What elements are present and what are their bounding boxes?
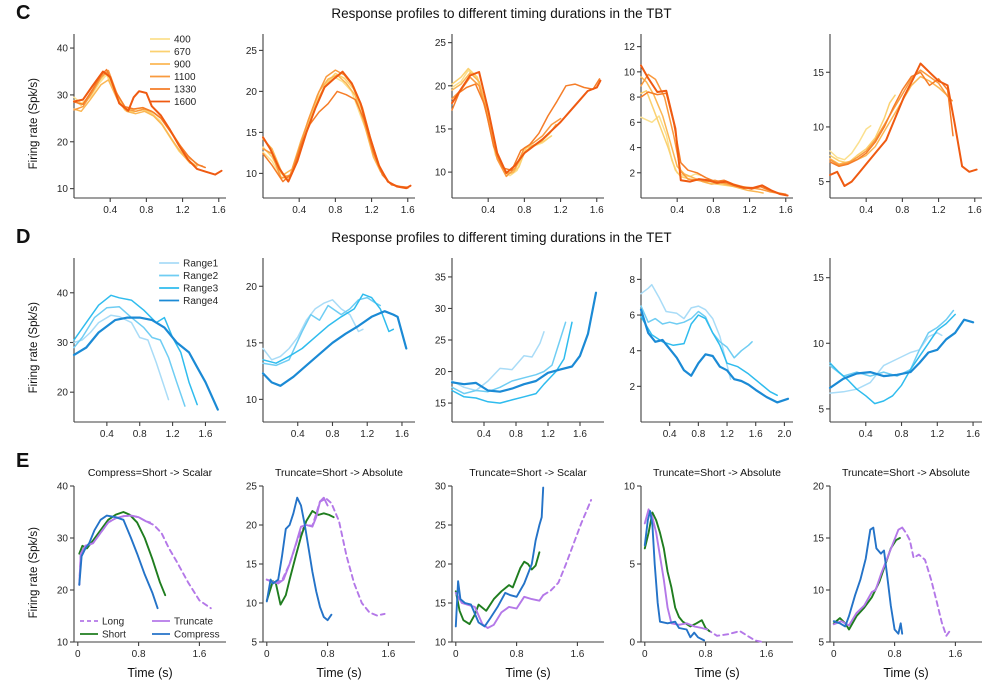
svg-text:400: 400 xyxy=(174,34,191,46)
chart-d2 xyxy=(233,248,422,448)
svg-text:Compress: Compress xyxy=(174,629,220,641)
svg-text:1.6: 1.6 xyxy=(192,649,207,660)
chart-e2 xyxy=(233,464,422,681)
svg-text:0.8: 0.8 xyxy=(706,205,721,216)
svg-text:Truncate: Truncate xyxy=(174,616,214,628)
svg-text:5: 5 xyxy=(251,637,257,649)
svg-text:10: 10 xyxy=(245,168,257,180)
panel-d-title: Response profiles to different timing durations in the TET xyxy=(331,230,672,245)
svg-text:1.2: 1.2 xyxy=(930,429,945,440)
chart-cell xyxy=(611,24,800,224)
svg-text:Range4: Range4 xyxy=(183,296,219,307)
chart-cell xyxy=(422,464,611,681)
svg-text:5: 5 xyxy=(818,177,824,189)
svg-text:1.2: 1.2 xyxy=(742,205,757,216)
svg-text:1.6: 1.6 xyxy=(748,429,763,440)
panel-d-ylabel-wrap xyxy=(24,248,44,448)
svg-text:15: 15 xyxy=(245,559,257,571)
chart-cell xyxy=(422,24,611,224)
svg-text:0: 0 xyxy=(264,649,270,660)
svg-text:1100: 1100 xyxy=(174,72,196,83)
panel-c-ylabel-wrap xyxy=(24,24,44,224)
svg-text:1.6: 1.6 xyxy=(211,205,226,216)
svg-text:1.6: 1.6 xyxy=(381,649,396,660)
svg-text:Truncate=Short -> Absolute: Truncate=Short -> Absolute xyxy=(274,467,404,479)
svg-text:0: 0 xyxy=(831,649,837,660)
svg-text:1.6: 1.6 xyxy=(778,205,793,216)
svg-text:40: 40 xyxy=(56,288,68,300)
svg-text:1.6: 1.6 xyxy=(573,429,587,440)
panel-e xyxy=(0,448,1003,681)
svg-text:Compress=Short -> Scalar: Compress=Short -> Scalar xyxy=(87,467,213,479)
svg-text:25: 25 xyxy=(245,45,257,57)
svg-text:1.2: 1.2 xyxy=(720,429,734,440)
panel-c xyxy=(0,0,1003,224)
svg-text:1.2: 1.2 xyxy=(553,205,568,216)
svg-text:1.6: 1.6 xyxy=(400,205,415,216)
svg-text:1.2: 1.2 xyxy=(175,205,190,216)
svg-text:0.8: 0.8 xyxy=(325,429,340,440)
panel-c-charts xyxy=(0,0,1003,224)
chart-c5 xyxy=(800,24,989,224)
svg-text:2.0: 2.0 xyxy=(777,429,792,440)
svg-text:0.8: 0.8 xyxy=(509,429,523,440)
svg-text:0.4: 0.4 xyxy=(481,205,496,216)
svg-text:0.8: 0.8 xyxy=(894,429,909,440)
svg-text:10: 10 xyxy=(434,637,446,649)
svg-text:0.8: 0.8 xyxy=(131,649,146,660)
svg-text:20: 20 xyxy=(245,281,257,293)
chart-cell xyxy=(800,24,989,224)
svg-text:20: 20 xyxy=(56,387,68,399)
svg-text:900: 900 xyxy=(174,59,191,71)
svg-text:40: 40 xyxy=(56,43,68,55)
chart-d3 xyxy=(422,248,611,448)
chart-d5 xyxy=(800,248,989,448)
svg-text:Long: Long xyxy=(102,616,125,628)
svg-text:10: 10 xyxy=(434,167,446,179)
svg-text:4: 4 xyxy=(629,346,635,358)
svg-text:4: 4 xyxy=(629,143,635,155)
chart-e3 xyxy=(422,464,611,681)
svg-text:25: 25 xyxy=(434,38,446,50)
svg-text:0.4: 0.4 xyxy=(670,205,685,216)
svg-text:0.4: 0.4 xyxy=(858,429,873,440)
svg-text:15: 15 xyxy=(812,67,824,79)
svg-text:25: 25 xyxy=(434,520,446,532)
svg-text:0.8: 0.8 xyxy=(517,205,532,216)
svg-text:0.4: 0.4 xyxy=(292,205,307,216)
chart-cell xyxy=(800,464,989,681)
svg-text:15: 15 xyxy=(434,124,446,136)
svg-text:25: 25 xyxy=(434,335,446,347)
svg-text:6: 6 xyxy=(629,117,635,129)
svg-text:Range2: Range2 xyxy=(183,271,219,282)
svg-text:1.6: 1.6 xyxy=(966,429,981,440)
svg-text:0.4: 0.4 xyxy=(103,205,118,216)
svg-text:10: 10 xyxy=(812,338,824,350)
svg-text:20: 20 xyxy=(812,481,824,493)
svg-text:10: 10 xyxy=(812,585,824,597)
chart-d4 xyxy=(611,248,800,448)
panel-e-ylabel-wrap xyxy=(24,464,44,681)
panel-e-charts xyxy=(0,458,1003,681)
chart-cell xyxy=(44,464,233,681)
svg-text:20: 20 xyxy=(434,367,446,379)
svg-text:30: 30 xyxy=(56,337,68,349)
chart-cell xyxy=(422,248,611,448)
svg-text:Range1: Range1 xyxy=(183,258,219,270)
svg-text:1.2: 1.2 xyxy=(165,429,180,440)
svg-text:0.8: 0.8 xyxy=(698,649,713,660)
chart-c2 xyxy=(233,24,422,224)
svg-text:8: 8 xyxy=(629,92,635,104)
svg-text:15: 15 xyxy=(245,127,257,139)
svg-text:15: 15 xyxy=(812,533,824,545)
chart-cell xyxy=(44,248,233,448)
svg-text:15: 15 xyxy=(245,338,257,350)
svg-text:10: 10 xyxy=(56,184,68,196)
svg-text:Range3: Range3 xyxy=(183,283,219,295)
svg-text:15: 15 xyxy=(812,273,824,285)
svg-text:0.4: 0.4 xyxy=(477,429,491,440)
svg-text:30: 30 xyxy=(56,533,68,545)
svg-text:0.8: 0.8 xyxy=(320,649,335,660)
svg-text:Time (s): Time (s) xyxy=(694,666,740,680)
svg-text:Short: Short xyxy=(102,629,126,641)
panel-d xyxy=(0,224,1003,448)
svg-text:0.8: 0.8 xyxy=(895,205,910,216)
svg-text:8: 8 xyxy=(629,274,635,286)
svg-text:0: 0 xyxy=(642,649,648,660)
svg-text:1.6: 1.6 xyxy=(759,649,774,660)
svg-text:Truncate=Short -> Scalar: Truncate=Short -> Scalar xyxy=(469,467,587,479)
chart-cell xyxy=(800,248,989,448)
chart-e5 xyxy=(800,464,989,681)
chart-cell xyxy=(44,24,233,224)
svg-text:Time (s): Time (s) xyxy=(883,666,929,680)
svg-text:1600: 1600 xyxy=(174,97,197,108)
svg-text:0.8: 0.8 xyxy=(509,649,524,660)
svg-text:1.6: 1.6 xyxy=(570,649,585,660)
svg-text:5: 5 xyxy=(818,637,824,649)
panel-e-ylabel: Firing rate (Spk/s) xyxy=(28,527,40,619)
panel-d-ylabel: Firing rate (Spk/s) xyxy=(28,302,40,394)
svg-text:5: 5 xyxy=(629,559,635,571)
svg-text:15: 15 xyxy=(434,398,446,410)
svg-text:10: 10 xyxy=(245,598,257,610)
svg-text:1.6: 1.6 xyxy=(395,429,409,440)
svg-text:Truncate=Short -> Absolute: Truncate=Short -> Absolute xyxy=(652,467,782,479)
svg-text:20: 20 xyxy=(434,559,446,571)
svg-text:20: 20 xyxy=(434,81,446,93)
svg-text:1.6: 1.6 xyxy=(198,429,213,440)
svg-text:670: 670 xyxy=(174,47,191,58)
svg-text:1.2: 1.2 xyxy=(364,205,379,216)
svg-text:10: 10 xyxy=(245,394,257,406)
chart-c3 xyxy=(422,24,611,224)
svg-text:Truncate=Short -> Absolute: Truncate=Short -> Absolute xyxy=(841,467,971,479)
chart-cell xyxy=(233,248,422,448)
svg-text:1.2: 1.2 xyxy=(931,205,946,216)
panel-c-ylabel: Firing rate (Spk/s) xyxy=(28,78,40,170)
svg-text:0.4: 0.4 xyxy=(662,429,677,440)
chart-cell xyxy=(233,24,422,224)
svg-text:1.2: 1.2 xyxy=(360,429,375,440)
svg-text:20: 20 xyxy=(245,86,257,98)
svg-text:1.6: 1.6 xyxy=(948,649,963,660)
svg-text:Time (s): Time (s) xyxy=(316,666,362,680)
svg-text:35: 35 xyxy=(434,272,446,284)
svg-text:40: 40 xyxy=(56,481,68,493)
svg-text:6: 6 xyxy=(629,310,635,322)
svg-text:30: 30 xyxy=(434,481,446,493)
svg-text:20: 20 xyxy=(56,137,68,149)
svg-text:20: 20 xyxy=(56,585,68,597)
panel-d-charts xyxy=(0,224,1003,448)
svg-text:15: 15 xyxy=(434,598,446,610)
chart-cell xyxy=(611,464,800,681)
svg-text:1330: 1330 xyxy=(174,84,197,96)
panel-e-label: E xyxy=(16,450,30,472)
svg-text:25: 25 xyxy=(245,481,257,493)
svg-text:0.4: 0.4 xyxy=(99,429,114,440)
chart-cell xyxy=(233,464,422,681)
svg-text:0.8: 0.8 xyxy=(328,205,343,216)
svg-text:2: 2 xyxy=(629,381,635,393)
panel-c-label: C xyxy=(16,2,31,24)
svg-text:Time (s): Time (s) xyxy=(505,666,551,680)
svg-text:30: 30 xyxy=(56,90,68,102)
svg-text:20: 20 xyxy=(245,520,257,532)
svg-text:10: 10 xyxy=(623,481,635,493)
svg-text:0.8: 0.8 xyxy=(691,429,706,440)
svg-text:0.8: 0.8 xyxy=(139,205,154,216)
svg-text:10: 10 xyxy=(812,122,824,134)
svg-text:1.6: 1.6 xyxy=(589,205,604,216)
svg-text:10: 10 xyxy=(623,67,635,79)
svg-text:0.8: 0.8 xyxy=(132,429,147,440)
svg-text:0.4: 0.4 xyxy=(290,429,305,440)
svg-text:0.8: 0.8 xyxy=(887,649,902,660)
panel-c-title: Response profiles to different timing durations in the TBT xyxy=(331,6,672,21)
chart-c4 xyxy=(611,24,800,224)
svg-text:0: 0 xyxy=(629,637,635,649)
svg-text:5: 5 xyxy=(818,404,824,416)
svg-text:1.6: 1.6 xyxy=(967,205,982,216)
svg-text:0: 0 xyxy=(75,649,81,660)
chart-c1 xyxy=(44,24,233,224)
svg-text:30: 30 xyxy=(434,303,446,315)
svg-text:0.4: 0.4 xyxy=(859,205,874,216)
svg-text:Time (s): Time (s) xyxy=(127,666,173,680)
svg-text:0: 0 xyxy=(453,649,459,660)
panel-d-label: D xyxy=(16,226,31,248)
chart-e1 xyxy=(44,464,233,681)
chart-cell xyxy=(611,248,800,448)
svg-text:12: 12 xyxy=(623,42,635,54)
chart-d1 xyxy=(44,248,233,448)
svg-text:1.2: 1.2 xyxy=(541,429,555,440)
svg-text:2: 2 xyxy=(629,168,635,180)
svg-text:10: 10 xyxy=(56,637,68,649)
chart-e4 xyxy=(611,464,800,681)
